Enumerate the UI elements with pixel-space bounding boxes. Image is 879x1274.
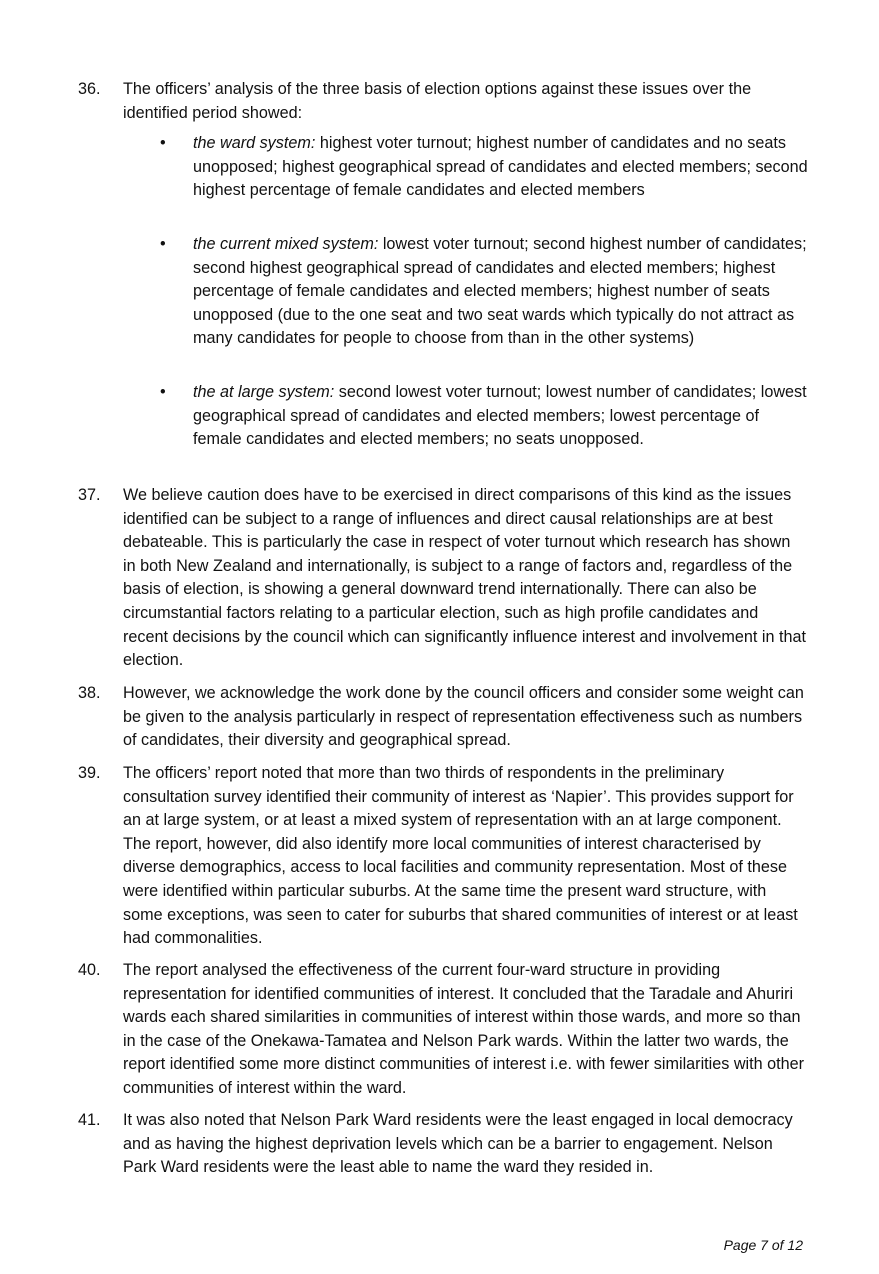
bullet-text: highest voter turnout; highest number of candidates and no seats unopposed; highest geographical spread of candidates and elected members; second highest percentage of female candidates and elected members [193, 134, 808, 200]
page-number-footer: Page 7 of 12 [723, 1237, 803, 1253]
bullet-dot-icon: • [160, 383, 166, 401]
bullet-ward-system [160, 132, 810, 203]
paragraph-text: However, we acknowledge the work done by the council officers and consider some weight can be given to the analysis particularly in respect of representation effectiveness such as numbers of candidates, their diversity and geographical spread. [123, 684, 804, 750]
paragraph-38 [78, 682, 806, 753]
paragraph-40 [78, 959, 806, 1101]
paragraph-number: 41. [78, 1111, 101, 1129]
bullet-lead: the ward system: [193, 134, 316, 152]
paragraph-number: 40. [78, 961, 101, 979]
paragraph-39 [78, 762, 806, 951]
paragraph-text: The officers’ analysis of the three basis of election options against these issues over the identified period showed: [123, 80, 752, 122]
paragraph-36 [78, 78, 806, 125]
bullet-lead: the current mixed system: [193, 235, 379, 253]
paragraph-number: 39. [78, 764, 101, 782]
paragraph-text: We believe caution does have to be exercised in direct comparisons of this kind as the issues identified can be subject to a range of influences and direct causal relationships are at best debateable. This is particularly the case in respect of voter turnout which research has shown in both New Zealand and internationally, is subject to a range of factors and, regardless of the basis of election, is showing a general downward trend internationally. There can also be circumstantial factors relating to a particular election, such as high profile candidates and recent decisions by the council which can significantly influence interest and involvement in that election. [123, 486, 806, 670]
paragraph-number: 37. [78, 486, 101, 504]
paragraph-number: 36. [78, 80, 101, 98]
bullet-text: second lowest voter turnout; lowest number of candidates; lowest geographical spread of candidates and elected members; lowest percentage of female candidates and elected members; no seats unopposed. [193, 383, 807, 449]
paragraph-text: The officers’ report noted that more than two thirds of respondents in the preliminary consultation survey identified their community of interest as ‘Napier’. This provides support for an at large system, or at least a mixed system of representation with an at large component. The report, however, did also identify more local communities of interest characterised by diverse demographics, access to local facilities and community representation. Most of these were identified within particular suburbs. At the same time the present ward structure, with some exceptions, was seen to cater for suburbs that shared communities of interest or at least had commonalities. [123, 764, 798, 948]
bullet-mixed-system [160, 233, 810, 351]
paragraph-text: It was also noted that Nelson Park Ward residents were the least engaged in local democracy and as having the highest deprivation levels which can be a barrier to engagement. Nelson Park Ward residents were the least able to name the ward they resided in. [123, 1111, 793, 1177]
bullet-at-large-system [160, 381, 810, 452]
bullet-lead: the at large system: [193, 383, 335, 401]
paragraph-41 [78, 1109, 806, 1180]
bullet-text: lowest voter turnout; second highest number of candidates; second highest geographical spread of candidates and elected members; highest percentage of female candidates and elected members; highest number of seats unopposed (due to the one seat and two seat wards which typically do not attract as many candidates for people to choose from than in the other systems) [193, 235, 807, 348]
paragraph-text: The report analysed the effectiveness of the current four-ward structure in providing representation for identified communities of interest. It concluded that the Taradale and Ahuriri wards each shared similarities in communities of interest within those wards, and more so than in the case of the Onekawa-Tamatea and Nelson Park wards. Within the latter two wards, the report identified some more distinct communities of interest i.e. with fewer similarities with other communities of interest within the ward. [123, 961, 805, 1097]
paragraph-37 [78, 484, 806, 673]
bullet-dot-icon: • [160, 235, 166, 253]
bullet-dot-icon: • [160, 134, 166, 152]
paragraph-number: 38. [78, 684, 101, 702]
